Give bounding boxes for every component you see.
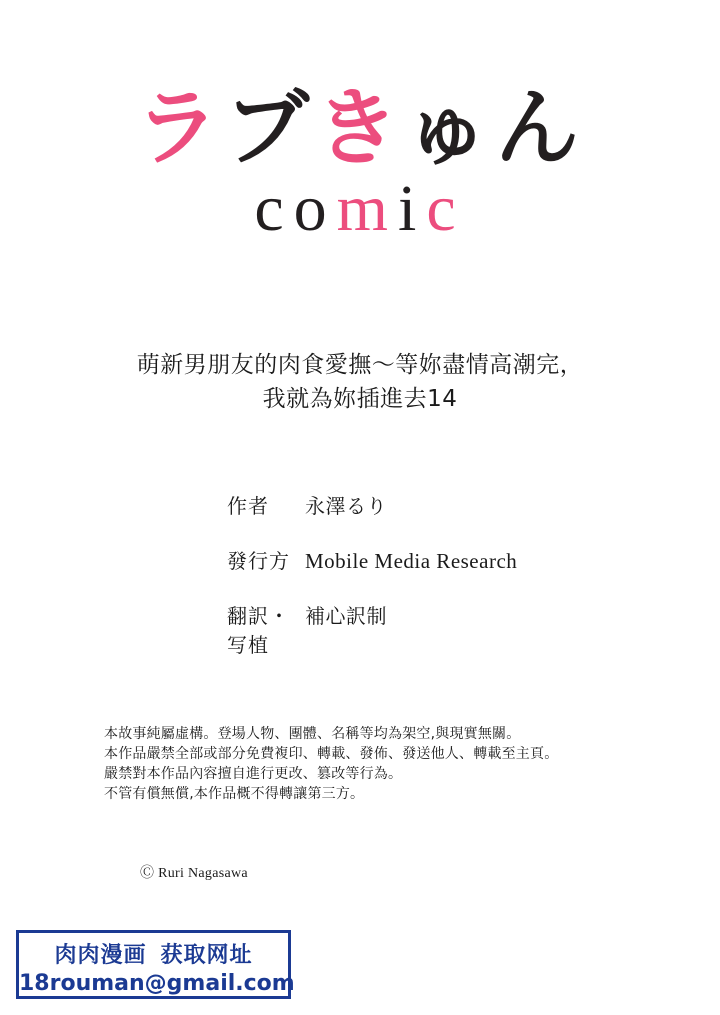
credit-value-publisher: Mobile Media Research (305, 549, 518, 573)
credit-row-publisher (0, 545, 720, 574)
logo-char-5: ん (495, 79, 586, 177)
title-line-1: 萌新男朋友的肉食愛撫～等妳盡情高潮完， (136, 352, 584, 378)
logo-romaji-text (0, 172, 720, 245)
logo-char-3: き (314, 79, 405, 177)
page-title (0, 348, 720, 416)
notice-line-1: 本故事純屬虛構。登場人物、團體、名稱等均為架空,與現實無關。 (104, 726, 521, 742)
credit-label-translation: 翻訳・写植 (227, 604, 290, 657)
logo-romaji-part-1: co (254, 172, 337, 245)
credits-list (0, 490, 720, 684)
logo-japanese-text (0, 79, 720, 177)
logo-romaji-part-3: i (398, 172, 427, 245)
watermark-action-text: 获取网址 (160, 943, 253, 968)
copyright-text: Ⓒ Ruri Nagasawa (140, 866, 248, 881)
watermark-site-name: 肉肉漫画 (54, 943, 147, 968)
notice-line-4: 不管有償無償,本作品概不得轉讓第三方。 (104, 786, 365, 802)
watermark-banner (16, 930, 295, 999)
watermark-email: 18rouman@gmail.com (19, 971, 295, 996)
credit-row-translation (0, 600, 720, 658)
logo-romaji-part-4: c (426, 172, 466, 245)
credit-label-author: 作者 (227, 494, 269, 518)
credit-value-translation: 補心訳制 (305, 604, 387, 628)
magazine-logo (0, 79, 720, 245)
legal-notice (104, 724, 644, 804)
title-line-2: 我就為妳插進去14 (262, 386, 458, 412)
logo-romaji-part-2: m (336, 172, 398, 245)
notice-line-2: 本作品嚴禁全部或部分免費複印、轉載、發佈、發送他人、轉載至主頁。 (104, 746, 559, 762)
logo-char-2: ブ (224, 79, 315, 177)
credit-row-author (0, 490, 720, 519)
logo-char-4: ゅ (405, 79, 496, 177)
logo-char-1: ラ (134, 79, 225, 177)
credit-label-publisher: 發行方 (227, 549, 290, 573)
credit-value-author: 永澤るり (305, 494, 387, 518)
watermark-site-line (19, 938, 288, 969)
notice-line-3: 嚴禁對本作品內容擅自進行更改、篡改等行為。 (104, 766, 403, 782)
